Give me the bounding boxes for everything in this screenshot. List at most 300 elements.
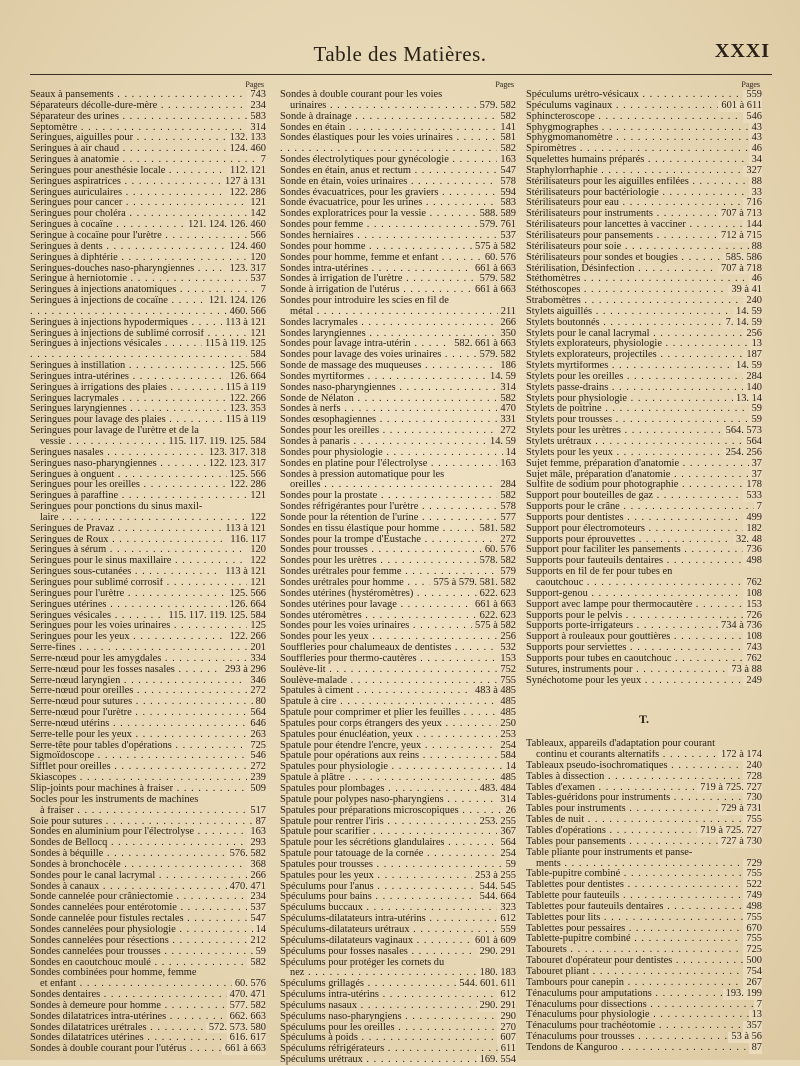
entry-pages: 290 xyxy=(497,1012,516,1023)
index-entry xyxy=(526,209,762,220)
entry-term: Sujet femme, préparation d'anatomie . . . xyxy=(526,459,762,469)
entry-term: Seringues naso-pharyngiennes . . . xyxy=(30,459,266,469)
entry-pages: 729 à 731 xyxy=(718,804,762,815)
index-entry xyxy=(526,242,762,253)
entry-term: Spéculums naso-pharyngiens . . . xyxy=(280,1012,516,1022)
entry-term: Stylets pour les oreilles . . . xyxy=(526,372,762,382)
entry-term: Stérilisateurs pour eau . . . xyxy=(526,198,762,208)
entry-term: Tendons de Kanguroo . . . xyxy=(526,1043,762,1053)
index-entry xyxy=(280,155,516,166)
entry-pages: 53 à 56 xyxy=(728,1032,762,1043)
index-entry xyxy=(280,697,516,708)
entry-term: Sondes en aluminium pour l'électrolyse . . . xyxy=(30,827,266,837)
index-entry xyxy=(30,762,266,773)
entry-term: caoutchouc . . . xyxy=(536,578,762,588)
entry-pages: 583 xyxy=(497,198,516,209)
entry-pages: 140 xyxy=(743,383,762,394)
entry-pages: 88 xyxy=(749,242,762,253)
index-entry xyxy=(30,329,266,340)
entry-pages: 266 xyxy=(247,871,266,882)
index-entry xyxy=(280,242,516,253)
entry-pages: 734 à 736 xyxy=(718,621,762,632)
entry-term: Stérilisateurs pour lancettes à vacciner . . . xyxy=(526,220,762,230)
index-entry xyxy=(280,361,516,372)
index-column-3 xyxy=(526,80,762,1054)
entry-term: Spatules pour physiologie . . . xyxy=(280,762,516,772)
entry-pages: 34 xyxy=(749,155,762,166)
index-entry xyxy=(30,806,266,817)
entry-pages: 661 à 663 xyxy=(222,1044,266,1055)
entry-term: Spatule à plâtre . . . xyxy=(280,773,516,783)
index-entry xyxy=(526,264,762,275)
index-entry xyxy=(30,372,266,383)
entry-pages: 163 xyxy=(497,459,516,470)
entry-term: Sonde en étain, voies urinaires . . . xyxy=(280,177,516,187)
entry-pages: 730 xyxy=(743,793,762,804)
entry-pages: 588. 589 xyxy=(477,209,516,220)
entry-term: Stérilisation, Désinfection . . . xyxy=(526,264,762,274)
index-entry xyxy=(280,502,516,513)
entry-term: Séparateurs décolle-dure-mère . . . xyxy=(30,101,266,111)
entry-pages: 14. 59 xyxy=(487,437,516,448)
section-heading-t: T. xyxy=(638,712,650,727)
entry-pages: 112. 121 xyxy=(227,166,266,177)
entry-term: Sulfite de sodium pour photographie . . . xyxy=(526,480,762,490)
entry-pages: 239 xyxy=(247,773,266,784)
index-entry xyxy=(526,934,762,945)
entry-pages: 483 à 485 xyxy=(472,686,516,697)
index-entry xyxy=(280,741,516,752)
index-entry xyxy=(526,307,762,318)
entry-term: Sondes intra-utérines . . . xyxy=(280,264,516,274)
entry-pages: 577 xyxy=(497,513,516,524)
entry-pages: 499 xyxy=(743,513,762,524)
entry-term: Supports pour fauteuils dentaires . . . xyxy=(526,556,762,566)
index-entry xyxy=(280,350,516,361)
entry-pages: 707 à 718 xyxy=(718,264,762,275)
index-entry xyxy=(280,827,516,838)
entry-pages: 578. 582 xyxy=(477,556,516,567)
index-entry xyxy=(526,112,762,123)
index-entry xyxy=(280,925,516,936)
entry-pages: 755 xyxy=(743,815,762,826)
entry-pages: 290. 291 xyxy=(477,947,516,958)
entry-pages: 727 à 730 xyxy=(718,837,762,848)
entry-pages: 559 xyxy=(497,925,516,936)
entry-pages: 579 xyxy=(497,567,516,578)
entry-term: Sonde cannelée pour fistules rectales . . . xyxy=(30,914,266,924)
entry-pages: 582 xyxy=(497,491,516,502)
index-entry xyxy=(30,177,266,188)
entry-term: Tables d'examen . . . xyxy=(526,783,762,793)
entry-term: Spéculums grillagés . . . xyxy=(280,979,516,989)
entry-term: Sondes élastiques pour les voies urinaires . . . xyxy=(280,133,516,143)
index-entry xyxy=(280,665,516,676)
entry-pages: 485 xyxy=(497,708,516,719)
entry-term: laire . . . xyxy=(40,513,266,523)
entry-pages: 250 xyxy=(497,719,516,730)
index-entry xyxy=(30,697,266,708)
index-entry xyxy=(526,967,762,978)
entry-pages: 122. 266 xyxy=(227,632,266,643)
entry-pages: 612 xyxy=(497,914,516,925)
index-entry xyxy=(280,817,516,828)
entry-term: Sondes électrolytiques pour gynécologie . . . xyxy=(280,155,516,165)
entry-term: Stérilisateurs pour instruments . . . xyxy=(526,209,762,219)
index-entry xyxy=(30,242,266,253)
entry-term: Seringues intra-utérines . . . xyxy=(30,372,266,382)
index-entry xyxy=(30,589,266,600)
entry-pages: 14. 59 xyxy=(487,372,516,383)
entry-term: Sondes herniaires . . . xyxy=(280,231,516,241)
index-entry xyxy=(30,264,266,275)
index-entry xyxy=(280,177,516,188)
entry-pages: 719 à 725. 727 xyxy=(697,783,762,794)
entry-term: Supports pour dentistes . . . xyxy=(526,513,762,523)
entry-pages: 578 xyxy=(497,502,516,513)
entry-pages: 546 xyxy=(743,112,762,123)
index-entry xyxy=(30,350,266,361)
pages-label: Pages xyxy=(245,80,264,89)
index-entry xyxy=(526,589,762,600)
entry-pages: 707 à 713 xyxy=(718,209,762,220)
entry-term: Souffleries pour chalumeaux de dentistes . . . xyxy=(280,643,516,653)
index-entry xyxy=(280,762,516,773)
entry-term: Stéthomètres . . . xyxy=(526,274,762,284)
entry-pages: 661 à 663 xyxy=(472,285,516,296)
index-entry xyxy=(280,882,516,893)
index-entry xyxy=(526,177,762,188)
entry-pages: 59 xyxy=(749,415,762,426)
entry-pages: 212 xyxy=(247,936,266,947)
entry-term: Stérilisateurs pour bactériologie . . . xyxy=(526,188,762,198)
entry-term: Tables pour pansements . . . xyxy=(526,837,762,847)
index-entry xyxy=(280,491,516,502)
index-entry xyxy=(30,979,266,990)
entry-term: Support-genou . . . xyxy=(526,589,762,599)
entry-pages: 59 xyxy=(253,947,266,958)
entry-term: continu et courants alternatifs . . . xyxy=(536,750,762,760)
entry-term: Sondes utéromètres . . . xyxy=(280,611,516,621)
entry-term: Serre-nœud pour les amygdales . . . xyxy=(30,654,266,664)
entry-term xyxy=(280,144,516,154)
index-entry xyxy=(30,394,266,405)
entry-pages: 122. 286 xyxy=(227,188,266,199)
index-entry xyxy=(280,947,516,958)
entry-term: Sondes cannelées pour physiologie . . . xyxy=(30,925,266,935)
entry-pages: 270 xyxy=(497,1023,516,1034)
index-entry xyxy=(526,891,762,902)
index-entry xyxy=(30,730,266,741)
entry-term: Supports pour tubes en caoutchouc . . . xyxy=(526,654,762,664)
index-entry xyxy=(30,882,266,893)
index-entry xyxy=(526,448,762,459)
entry-pages: 583 xyxy=(247,112,266,123)
index-entry xyxy=(526,924,762,935)
entry-pages: 272 xyxy=(497,426,516,437)
entry-pages: 546 xyxy=(247,751,266,762)
entry-pages: 575 à 582 xyxy=(472,242,516,253)
index-entry xyxy=(280,784,516,795)
index-entry xyxy=(280,1055,516,1066)
entry-term: Seringues pour les oreilles . . . xyxy=(30,480,266,490)
index-entry xyxy=(280,903,516,914)
entry-pages: 346 xyxy=(247,676,266,687)
entry-pages: 14 xyxy=(253,925,266,936)
index-entry xyxy=(30,773,266,784)
entry-term: Tablettes pour fauteuils dentaires . . . xyxy=(526,902,762,912)
index-entry xyxy=(30,470,266,481)
entry-term: Sondes à panaris . . . xyxy=(280,437,516,447)
entry-term: Tables-guéridons pour instruments . . . xyxy=(526,793,762,803)
index-entry xyxy=(280,751,516,762)
entry-pages: 544. 601. 611 xyxy=(456,979,516,990)
index-entry xyxy=(30,198,266,209)
entry-term: Tableaux, appareils d'adaptation pour courant xyxy=(526,739,715,750)
entry-term: Sondes cannelées pour trousses . . . xyxy=(30,947,266,957)
index-entry xyxy=(30,155,266,166)
index-entry xyxy=(526,166,762,177)
entry-pages: 46 xyxy=(749,274,762,285)
entry-term: Ténaculums pour amputations . . . xyxy=(526,989,762,999)
index-entry xyxy=(30,1001,266,1012)
entry-term: Sujet mâle, préparation d'anatomie . . . xyxy=(526,470,762,480)
entry-pages: 153 xyxy=(497,654,516,665)
entry-term: Sondes pour homme . . . xyxy=(280,242,516,252)
entry-pages: 314 xyxy=(497,795,516,806)
entry-term: Sondes dilatatrices urétrales . . . xyxy=(30,1023,266,1033)
index-entry xyxy=(526,869,762,880)
entry-term: Spéculums à poids . . . xyxy=(280,1033,516,1043)
entry-pages: 80 xyxy=(253,697,266,708)
entry-term: Spatules pour corps étrangers des yeux . . . xyxy=(280,719,516,729)
entry-pages: 14. 59 xyxy=(733,307,762,318)
index-entry xyxy=(280,1001,516,1012)
entry-pages: 142 xyxy=(247,209,266,220)
entry-term: Spéculums pour protéger les cornets du xyxy=(280,957,445,968)
index-entry xyxy=(526,459,762,470)
entry-pages: 485 xyxy=(497,697,516,708)
entry-term: Skiascopes . . . xyxy=(30,773,266,783)
entry-term: Socles pour les instruments de machines xyxy=(30,794,199,805)
entry-term: Sondes utérines (hystéromètres) . . . xyxy=(280,589,516,599)
entry-pages: 240 xyxy=(743,296,762,307)
entry-term: Sondes en étain, anus et rectum . . . xyxy=(280,166,516,176)
entry-pages: 121 xyxy=(247,491,266,502)
index-entry xyxy=(526,404,762,415)
index-entry xyxy=(526,1000,762,1011)
index-entry xyxy=(30,849,266,860)
index-entry xyxy=(280,253,516,264)
entry-term: Support à rouleaux pour gouttières . . . xyxy=(526,632,762,642)
index-entry xyxy=(526,123,762,134)
entry-pages: 272 xyxy=(497,535,516,546)
entry-pages: 581. 582 xyxy=(477,524,516,535)
entry-term: Sondes à irrigation de l'urètre . . . xyxy=(280,274,516,284)
entry-pages: 537 xyxy=(497,231,516,242)
index-entry xyxy=(280,708,516,719)
index-entry xyxy=(30,708,266,719)
entry-pages: 611 xyxy=(498,1044,516,1055)
entry-term: Support avec lampe pour thermocautère . . . xyxy=(526,600,762,610)
entry-pages: 178 xyxy=(743,480,762,491)
index-entry xyxy=(30,925,266,936)
entry-pages: 582. 661 à 663 xyxy=(451,339,516,350)
index-entry xyxy=(30,545,266,556)
index-entry xyxy=(526,318,762,329)
entry-term: Sondes myrtiformes . . . xyxy=(280,372,516,382)
index-entry xyxy=(526,253,762,264)
entry-pages: 712 à 715 xyxy=(718,231,762,242)
entry-pages: 577. 582 xyxy=(227,1001,266,1012)
entry-pages: 327 xyxy=(743,166,762,177)
index-entry xyxy=(280,220,516,231)
entry-term: Spatule pour comprimer et plier les feuilles . . . xyxy=(280,708,516,718)
entry-term: Seringues lacrymales . . . xyxy=(30,394,266,404)
entry-term: Spatule à cire . . . xyxy=(280,697,516,707)
index-entry xyxy=(30,253,266,264)
entry-pages: 172 à 174 xyxy=(718,750,762,761)
index-entry xyxy=(30,415,266,426)
entry-term: Sondes à béquille . . . xyxy=(30,849,266,859)
entry-term: Tabouret d'opérateur pour dentistes . . . xyxy=(526,956,762,966)
entry-term: Sondes cannelées pour entérotomie . . . xyxy=(30,903,266,913)
entry-term: Seringues à injections anatomiques . . . xyxy=(30,285,266,295)
entry-term: Support pour électromoteurs . . . xyxy=(526,524,762,534)
index-entry xyxy=(30,383,266,394)
entry-term: Stylets boutonnés . . . xyxy=(526,318,762,328)
entry-pages: 607 xyxy=(497,1033,516,1044)
entry-pages: 115 à 119 xyxy=(223,383,266,394)
entry-pages: 121 xyxy=(247,578,266,589)
index-entry xyxy=(526,654,762,665)
index-entry xyxy=(280,545,516,556)
entry-term: Sondes pour trousses . . . xyxy=(280,545,516,555)
entry-pages: 762 xyxy=(743,654,762,665)
entry-term: ments . . . xyxy=(536,859,762,869)
entry-term: Seringues nasales . . . xyxy=(30,448,266,458)
entry-term: Séparateur des urines . . . xyxy=(30,112,266,122)
index-entry xyxy=(30,654,266,665)
index-entry xyxy=(280,1033,516,1044)
entry-term: Serre-telle pour les yeux . . . xyxy=(30,730,266,740)
entry-pages: 754 xyxy=(743,967,762,978)
index-entry xyxy=(280,339,516,350)
entry-pages: 122. 123. 317 xyxy=(206,459,266,470)
index-entry xyxy=(526,535,762,546)
entry-pages: 59 xyxy=(749,404,762,415)
entry-term: Stérilisateurs pour les aiguilles enfilées . . . xyxy=(526,177,762,187)
entry-pages: 253 xyxy=(497,730,516,741)
entry-term: Serre-nœud pour sutures . . . xyxy=(30,697,266,707)
entry-term: Spatule pour les sécrétions glandulaires . . . xyxy=(280,838,516,848)
entry-term: Seringues sous-cutanées . . . xyxy=(30,567,266,577)
entry-term: Sondes pour lavage des voies urinaires . . . xyxy=(280,350,516,360)
entry-term xyxy=(30,350,266,360)
index-entry xyxy=(280,773,516,784)
page-number: XXXI xyxy=(714,40,770,62)
entry-term: Supports pour le crâne . . . xyxy=(526,502,762,512)
entry-pages: 331 xyxy=(497,415,516,426)
entry-term: Spatule pour tatouage de la cornée . . . xyxy=(280,849,516,859)
entry-pages: 470. 471 xyxy=(227,882,266,893)
index-entry xyxy=(526,383,762,394)
entry-pages: 749 xyxy=(743,891,762,902)
entry-term: Stylets explorateurs, projectiles . . . xyxy=(526,350,762,360)
entry-term: Seringues pour anesthésie locale . . . xyxy=(30,166,266,176)
entry-term: Sondes à nerfs . . . xyxy=(280,404,516,414)
index-entry xyxy=(280,524,516,535)
entry-pages: 601 à 611 xyxy=(718,101,762,112)
index-entry xyxy=(280,621,516,632)
entry-term: Spatule pour opérations aux reins . . . xyxy=(280,751,516,761)
index-entry xyxy=(526,676,762,687)
index-entry xyxy=(30,892,266,903)
entry-term: Seringue à cocaïne pour l'urètre . . . xyxy=(30,231,266,241)
index-entry xyxy=(30,741,266,752)
entry-term: Sondes laryngiennes . . . xyxy=(280,329,516,339)
entry-term: Support pour faciliter les pansements . . . xyxy=(526,545,762,555)
index-entry xyxy=(280,90,516,101)
entry-term: Seringues à irrigations des plaies . . . xyxy=(30,383,266,393)
entry-pages: 234 xyxy=(247,892,266,903)
entry-pages: 498 xyxy=(743,556,762,567)
entry-pages: 314 xyxy=(497,383,516,394)
index-entry xyxy=(526,188,762,199)
entry-pages: 729 xyxy=(743,859,762,870)
entry-pages: 584 xyxy=(247,350,266,361)
index-entry xyxy=(280,296,516,307)
entry-term: Serre-tête pour tables d'opérations . . . xyxy=(30,741,266,751)
entry-term: Spatule pour polypes naso-pharyngiens . . . xyxy=(280,795,516,805)
index-entry xyxy=(30,307,266,318)
entry-term: Stylets urétraux . . . xyxy=(526,437,762,447)
entry-term: Serre-nœud pour l'urètre . . . xyxy=(30,708,266,718)
entry-term: Seringues pour ponctions du sinus maxil- xyxy=(30,502,203,513)
entry-term: Sutures, instruments pour . . . xyxy=(526,665,762,675)
index-entry xyxy=(30,795,266,806)
entry-pages: 121. 124. 126. 460 xyxy=(185,220,266,231)
entry-pages: 579. 582 xyxy=(477,274,516,285)
index-entry xyxy=(526,815,762,826)
entry-pages: 249 xyxy=(743,676,762,687)
entry-pages: 125. 566 xyxy=(227,470,266,481)
entry-term: Sondes pour les urètres . . . xyxy=(280,556,516,566)
entry-term: Support pour bouteilles de gaz . . . xyxy=(526,491,762,501)
entry-term: Sondes pour introduire les scies en fil de xyxy=(280,296,449,307)
index-entry xyxy=(526,350,762,361)
entry-pages: 88 xyxy=(749,177,762,188)
entry-pages: 254. 256 xyxy=(723,448,762,459)
entry-pages: 13 xyxy=(749,339,762,350)
entry-term: Spéculums-dilatateurs intra-utérins . . . xyxy=(280,914,516,924)
entry-pages: 661 à 663 xyxy=(472,264,516,275)
entry-pages: 32. 48 xyxy=(733,535,762,546)
entry-pages: 121 xyxy=(247,329,266,340)
index-entry xyxy=(30,502,266,513)
index-entry xyxy=(526,155,762,166)
entry-pages: 646 xyxy=(247,719,266,730)
entry-term: Seringues auriculaires . . . xyxy=(30,188,266,198)
entry-pages: 73 à 88 xyxy=(728,665,762,676)
index-entry xyxy=(280,600,516,611)
index-entry xyxy=(280,914,516,925)
entry-pages: 144 xyxy=(743,220,762,231)
entry-pages: 725 xyxy=(743,945,762,956)
index-entry xyxy=(280,936,516,947)
index-entry xyxy=(526,611,762,622)
entry-term: Tables de nuit . . . xyxy=(526,815,762,825)
